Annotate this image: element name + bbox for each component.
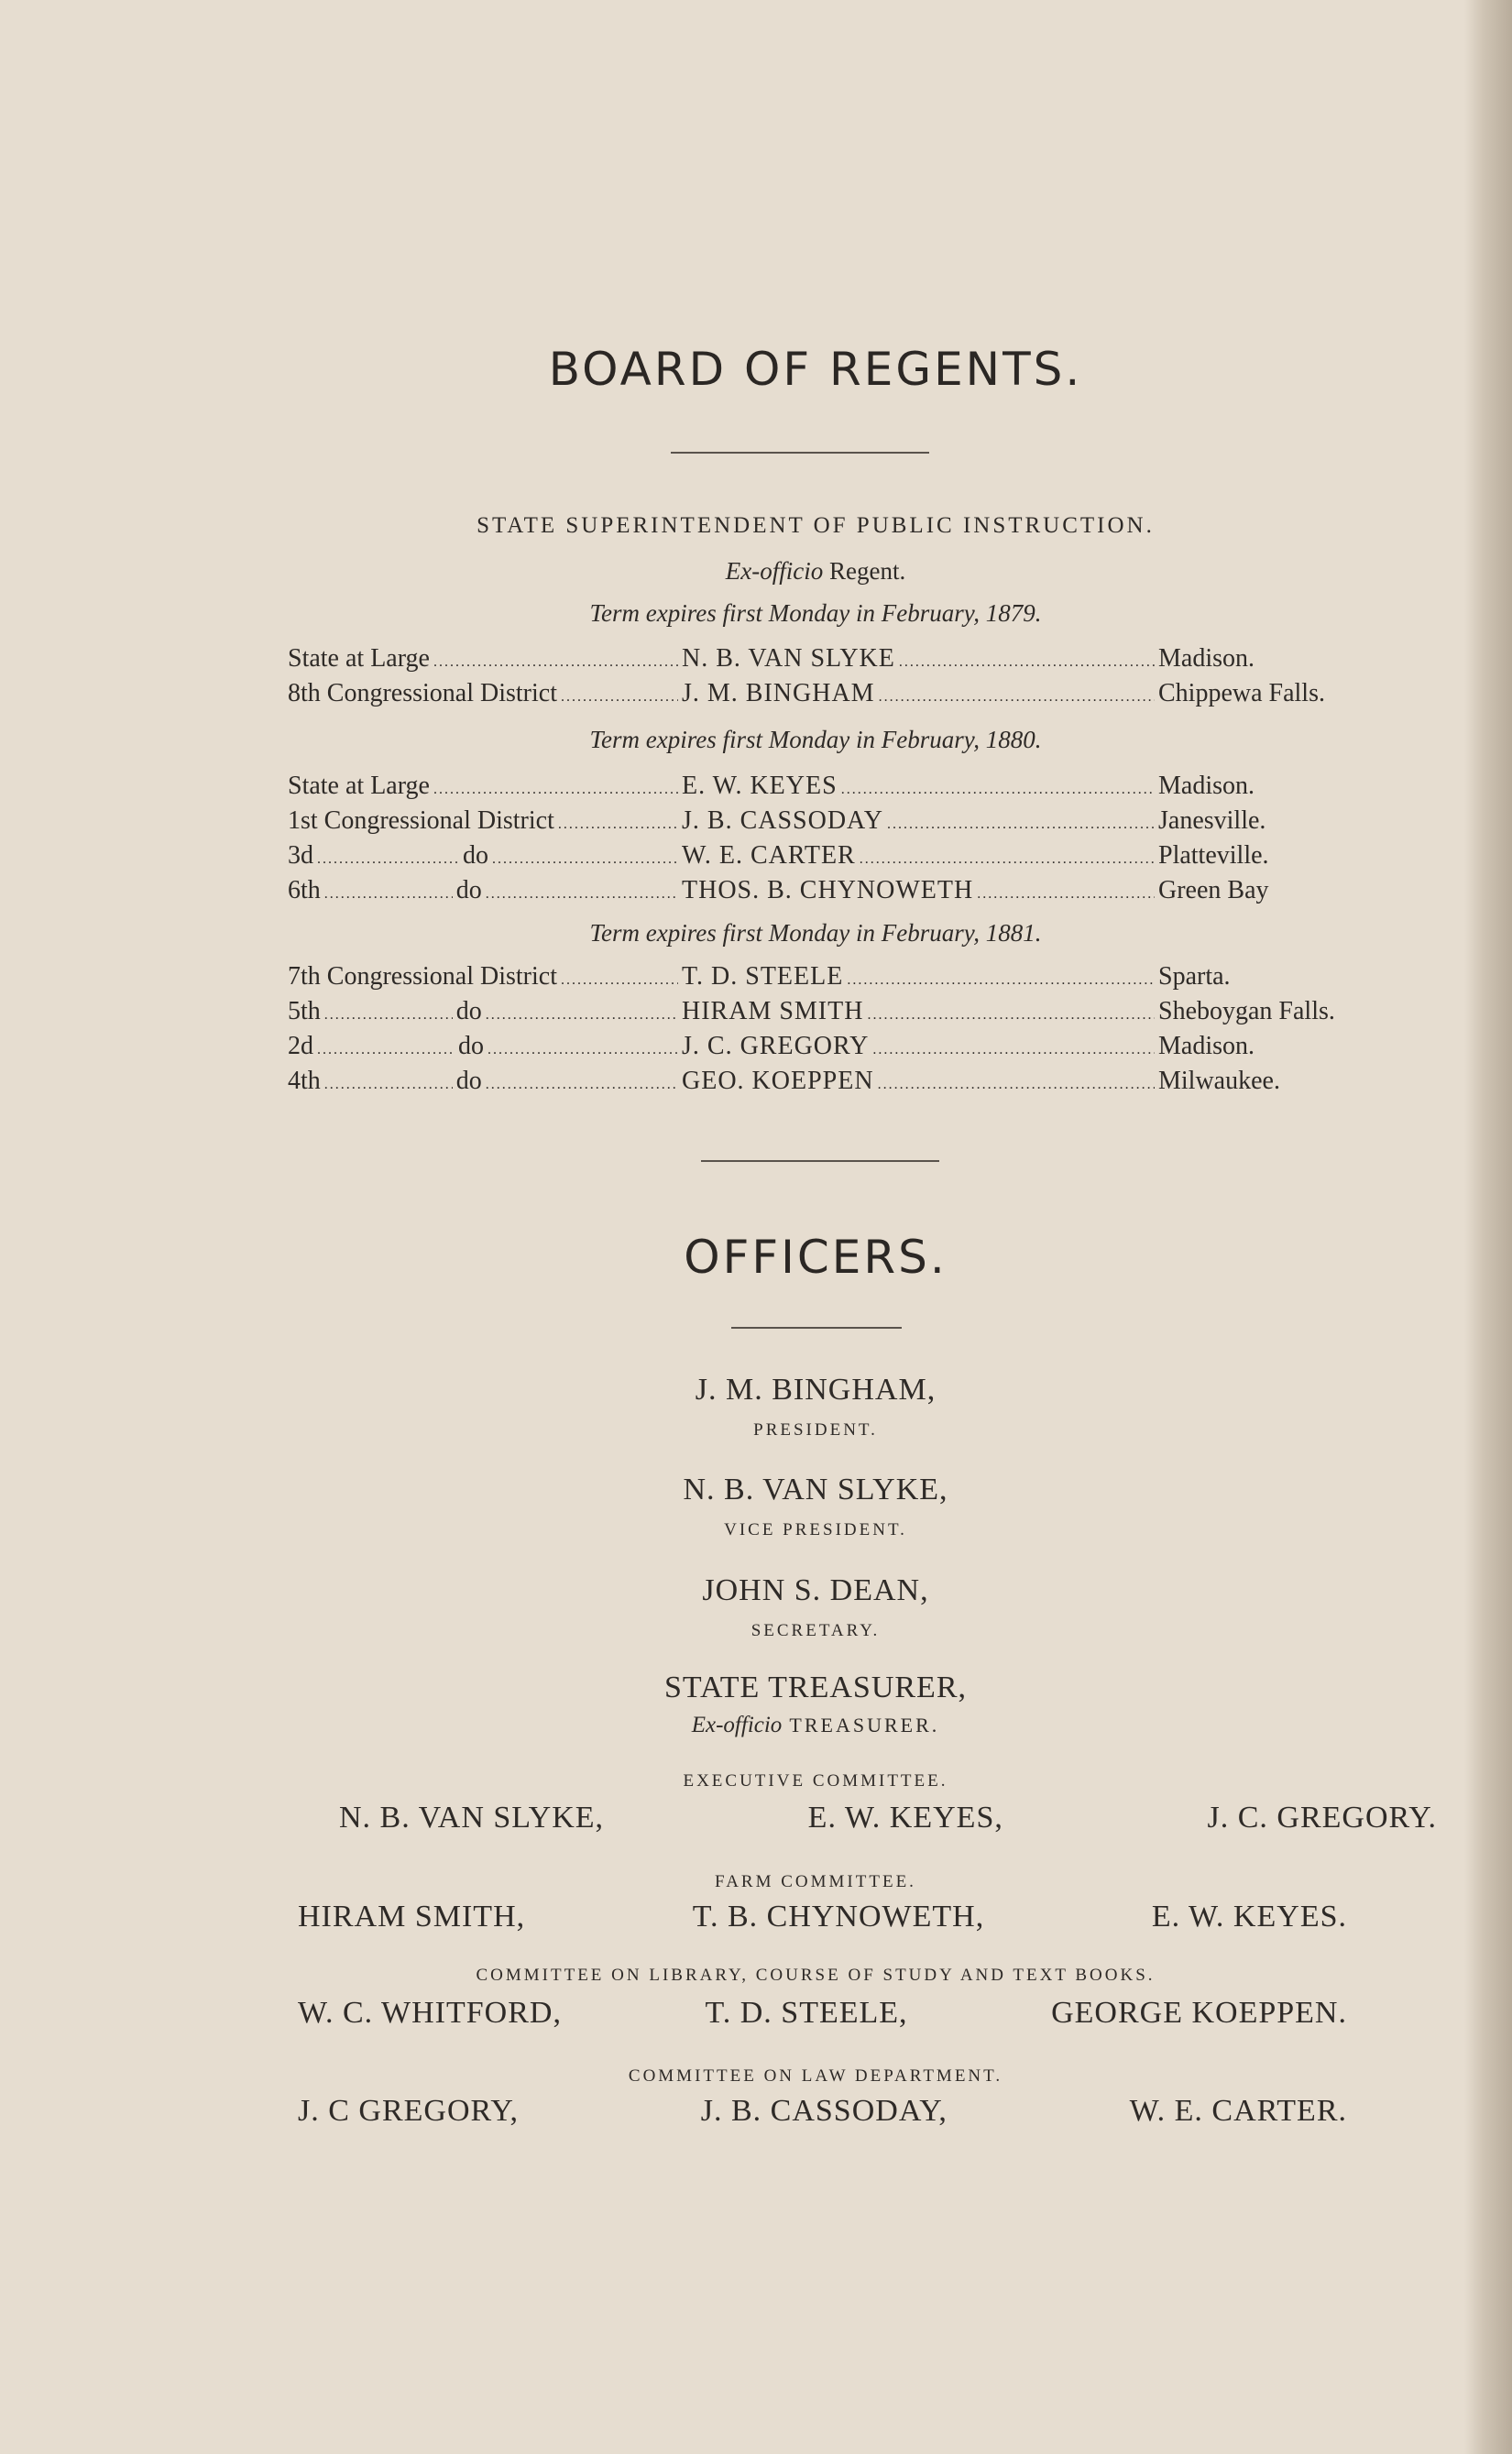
regent-city: Milwaukee.: [1158, 1067, 1280, 1095]
treasurer-role-italic: Ex-officio: [691, 1713, 783, 1737]
regent-row: [288, 772, 1274, 805]
regent-name: THOS. B. CHYNOWETH: [682, 876, 974, 904]
regent-name: W. E. CARTER: [682, 841, 856, 870]
committee-member: W. C. WHITFORD,: [298, 1996, 562, 2030]
regent-city: Madison.: [1158, 772, 1255, 800]
regent-city: Janesville.: [1158, 806, 1266, 835]
regent-name: N. B. VAN SLYKE: [682, 644, 895, 673]
ex-officio-line: [0, 557, 1512, 586]
district-label: 6th: [288, 876, 321, 904]
district-label: 8th Congressional District: [288, 679, 557, 707]
district-label: 3d: [288, 841, 313, 870]
district-ditto: do: [455, 876, 482, 904]
committee-member: T. D. STEELE,: [705, 1996, 908, 2030]
regent-city: Platteville.: [1158, 841, 1269, 870]
committee-member: T. B. CHYNOWETH,: [692, 1900, 985, 1934]
regent-row: [288, 806, 1274, 839]
title-rule: [671, 452, 929, 454]
secretary-name: JOHN S. DEAN,: [702, 1573, 929, 1607]
regent-name: GEO. KOEPPEN: [682, 1067, 874, 1095]
district-label: State at Large: [288, 772, 430, 800]
treasurer-name: STATE TREASURER,: [663, 1671, 968, 1704]
regent-row: [288, 644, 1274, 677]
term-1880: Term expires first Monday in February, 1880.: [589, 726, 1042, 753]
regent-city: Sheboygan Falls.: [1158, 997, 1335, 1025]
regent-name: J. C. GREGORY: [682, 1032, 870, 1060]
committee-members-executive: [339, 1801, 1437, 1841]
ex-officio-rest: Regent.: [823, 557, 906, 585]
district-ditto: do: [455, 1067, 482, 1095]
district-label: 2d: [288, 1032, 313, 1060]
vice-president-name: N. B. VAN SLYKE,: [683, 1473, 948, 1506]
regent-name: T. D. STEELE: [682, 962, 844, 991]
district-ditto: do: [463, 841, 488, 870]
regent-city: Chippewa Falls.: [1158, 679, 1325, 707]
officers-title: OFFICERS.: [684, 1231, 948, 1284]
committee-member: E. W. KEYES,: [807, 1801, 1003, 1835]
vice-president-role: VICE PRESIDENT.: [724, 1520, 907, 1539]
committee-member: N. B. VAN SLYKE,: [339, 1801, 605, 1835]
district-ditto: do: [455, 997, 482, 1025]
committee-member: J. C GREGORY,: [298, 2094, 519, 2128]
president-role: PRESIDENT.: [753, 1420, 878, 1440]
committee-members-law: [298, 2094, 1347, 2134]
district-ditto: do: [458, 1032, 484, 1060]
regent-row: [288, 876, 1274, 909]
regent-name: J. M. BINGHAM: [682, 679, 875, 707]
district-label: State at Large: [288, 644, 430, 673]
regent-row: [288, 679, 1325, 712]
committee-member: E. W. KEYES.: [1151, 1900, 1347, 1934]
term-1879: Term expires first Monday in February, 1879.: [589, 599, 1042, 627]
regent-row: [288, 1032, 1274, 1065]
regent-city: Sparta.: [1158, 962, 1231, 991]
ex-officio-italic: Ex-officio: [725, 557, 824, 585]
district-label: 5th: [288, 997, 321, 1025]
district-label: 7th Congressional District: [288, 962, 557, 991]
committee-title-law: COMMITTEE ON LAW DEPARTMENT.: [628, 2066, 1003, 2086]
treasurer-role: [0, 1713, 1512, 1738]
committee-member: J. C. GREGORY.: [1207, 1801, 1437, 1835]
board-title: BOARD OF REGENTS.: [548, 343, 1083, 396]
section-rule: [701, 1160, 939, 1162]
committee-member: HIRAM SMITH,: [298, 1900, 526, 1934]
committee-member: J. B. CASSODAY,: [700, 2094, 948, 2128]
regent-city: Madison.: [1158, 644, 1255, 673]
regent-name: HIRAM SMITH: [682, 997, 864, 1025]
committee-members-farm: [298, 1900, 1347, 1940]
secretary-role: SECRETARY.: [751, 1621, 881, 1640]
committee-member: W. E. CARTER.: [1129, 2094, 1347, 2128]
district-label: 1st Congressional District: [288, 806, 554, 835]
regent-row: [288, 1067, 1280, 1100]
district-label: 4th: [288, 1067, 321, 1095]
regent-name: J. B. CASSODAY: [682, 806, 883, 835]
regent-city: Green Bay: [1158, 876, 1269, 904]
committee-title-farm: FARM COMMITTEE.: [715, 1872, 916, 1891]
president-name: J. M. BINGHAM,: [695, 1373, 937, 1407]
committee-title-library: COMMITTEE ON LIBRARY, COURSE OF STUDY AND TEXT BOOKS.: [476, 1966, 1156, 1985]
officers-rule: [731, 1327, 902, 1329]
regent-row: [288, 997, 1335, 1030]
regent-row: [288, 841, 1274, 874]
term-1881: Term expires first Monday in February, 1881.: [589, 919, 1042, 947]
regent-row: [288, 962, 1274, 995]
regent-name: E. W. KEYES: [682, 772, 838, 800]
committee-members-library: [298, 1996, 1347, 2036]
committee-title-executive: EXECUTIVE COMMITTEE.: [683, 1771, 948, 1791]
regent-city: Madison.: [1158, 1032, 1255, 1060]
treasurer-role-rest: TREASURER.: [782, 1714, 940, 1736]
committee-member: GEORGE KOEPPEN.: [1051, 1996, 1347, 2030]
board-section-title: STATE SUPERINTENDENT OF PUBLIC INSTRUCTION.: [477, 513, 1155, 538]
